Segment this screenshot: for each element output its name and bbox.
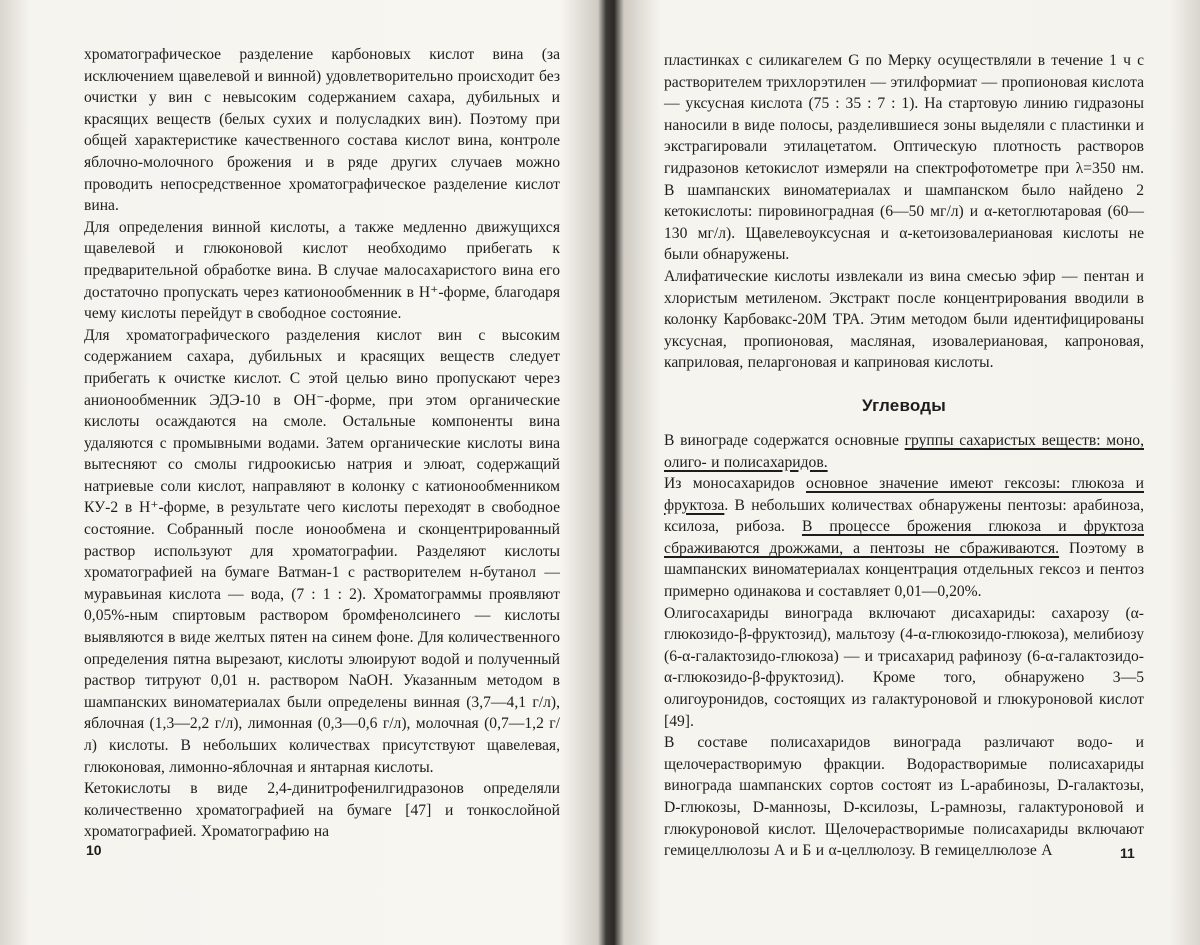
right-paragraph-1: пластинках с силикагелем G по Мерку осуществляли в течение 1 ч с растворителем трихлорэтилен — этилформиат — пропионовая кислота — уксусная кислота (75 : 35 : 7 : 1). На стартовую линию гидразоны наносили в виде полосы, разделившиеся зоны выделяли с пластинки и экстрагировали этилацетатом. Оптическую плотность растворов гидразонов кетокислот измеряли на спектрофотометре при λ=350 нм. В шампанских виноматериалах и шампанском было найдено 2 кетокислоты: пировиноградная (6—50 мг/л) и α-кетоглютаровая (60—130 мг/л). Щавелевоуксусная и α-кетоизовалериановая кислоты не были обнаружены. <box>664 52 1144 264</box>
carbohydrates-paragraph-4: В составе полисахаридов винограда различают водо- и щелочерастворимую фракции. Водорастворимые полисахариды винограда шампанских сортов состоят из L-арабинозы, D-галактозы, D-глюкозы, D-маннозы, D-ксилозы, L-рамнозы, галактуроновой и глюкуроновой кислот. Щелочерастворимые полисахариды включают гемицеллюлозы А и Б и α-целлюлозу. В гемицеллюлозе А <box>664 734 1144 860</box>
underlined-text: В процессе брожения глюкоза и фруктоза сбраживаются дрожжами, а пентозы не сбраживаются. <box>664 518 1144 557</box>
right-paragraph-2: Алифатические кислоты извлекали из вина смесью эфир — пентан и хлористым метиленом. Экстракт после концентрирования вводили в колонку Карбовакс-20М ТРА. Этим методом были идентифицированы уксусная, пропионовая, масляная, изовалериановая, капроновая, каприловая, пеларгоновая и каприновая кислоты. <box>664 267 1144 372</box>
left-text-column <box>84 44 560 843</box>
page-number-right: 11 <box>1120 845 1135 861</box>
paragraph-text: В винограде содержатся основные <box>664 431 905 449</box>
left-paragraph-2: Для определения винной кислоты, а также медленно движущихся щавелевой и глюконовой кислот необходимо прибегать к предварительной обработке вина. В случае малосахаристого вина его достаточно пропускать через катионообменник в H⁺-форме, благодаря чему кислоты перейдут в свободное состояние. <box>84 218 560 323</box>
paragraph-text <box>785 518 802 535</box>
paragraph-text: . В небольших количествах обнаружены пентозы: арабиноза, ксилоза, рибоза. <box>664 496 1144 536</box>
paragraph-text: Поэтому в шампанских виноматериалах концентрация отдельных гексоз и пентоз примерно одинакова и составляет 0,01—0,20%. <box>664 539 1144 601</box>
section-heading: Углеводы <box>862 395 946 415</box>
paragraph-text: Из моносахаридов <box>664 475 807 493</box>
right-text-column <box>664 50 1144 862</box>
page-number-left: 10 <box>86 842 102 858</box>
right-page <box>612 0 1200 945</box>
carbohydrates-paragraph-1 <box>664 430 1144 473</box>
carbohydrates-paragraph-2 <box>664 473 1144 603</box>
left-paragraph-3: Для хроматографического разделения кислот вин с высоким содержанием сахара, дубильных и красящих веществ следует прибегать к очистке кислот. С этой целью вино пропускают через анионообменник ЭДЭ-10 в OH⁻-форме, при этом органические кислоты осаждаются на смоле. Остальные компоненты вина удаляются с промывными водами. Затем органические кислоты вина вытесняют со смолы гидроокисью натрия и элюат, содержащий натриевые соли кислот, направляют в колонку с катионообменником КУ-2 в H⁺-форме, в результате чего кислоты переходят в свободное состояние. Собранный после ионообмена и сконцентрированный раствор используют для хроматографии. Разделяют кислоты хроматографией на бумаге Ватман-1 с растворителем н-бутанол — муравьиная кислота — вода, (7 : 1 : 2). Хроматограммы проявляют 0,05%-ным спиртовым раствором бромфенолсинего — кислоты выявляются в виде желтых пятен на синем фоне. Для количественного определения пятна вырезают, кислоты элюируют водой и полученный раствор титруют 0,01 н. раствором NaOH. Указанным методом в шампанских виноматериалах были определены винная (3,7—4,1 г/л), яблочная (1,3—2,2 г/л), лимонная (0,3—0,6 г/л), молочная (0,7—1,2 г/л) кислоты. В небольших количествах присутствуют щавелевая, глюконовая, лимонно-яблочная и янтарная кислоты. <box>84 326 560 776</box>
left-paragraph-4: Кетокислоты в виде 2,4-динитрофенилгидразонов определяли количественно хроматографией на бумаге [47] и тонкослойной хроматографией. Хроматографию на <box>84 780 560 841</box>
underlined-text: группы сахаристых веществ: моно, олиго- и полисахаридов. <box>664 431 1144 471</box>
underlined-text: основное значение имеют гексозы: глюкоза и фруктоза <box>664 475 1144 514</box>
left-paragraph-1: хроматографическое разделение карбоновых кислот вина (за исключением щавелевой и винной) удовлетворительно происходит без очистки у вин с невысоким содержанием сахара, дубильных и красящих веществ (белых сухих и полусладких вин). Поэтому при общей характеристике качественного состава кислот вина, контроле яблочно-молочного брожения и в ряде других случаев можно проводить непосредственное хроматографическое разделение кислот вина. <box>84 46 560 215</box>
carbohydrates-paragraph-3: Олигосахариды винограда включают дисахариды: сахарозу (α-глюкозидо-β-фруктозид), мальтозу (4-α-глюкозидо-глюкоза), мелибиозу (6-α-галактозидо-глюкоза) — и трисахарид рафинозу (6-α-галактозидо-α-глюкозидо-β-фруктозид). Кроме того, обнаружено 3—5 олигоуронидов, состоящих из галактуроновой и глюкуроновой кислот [49]. <box>664 604 1144 730</box>
